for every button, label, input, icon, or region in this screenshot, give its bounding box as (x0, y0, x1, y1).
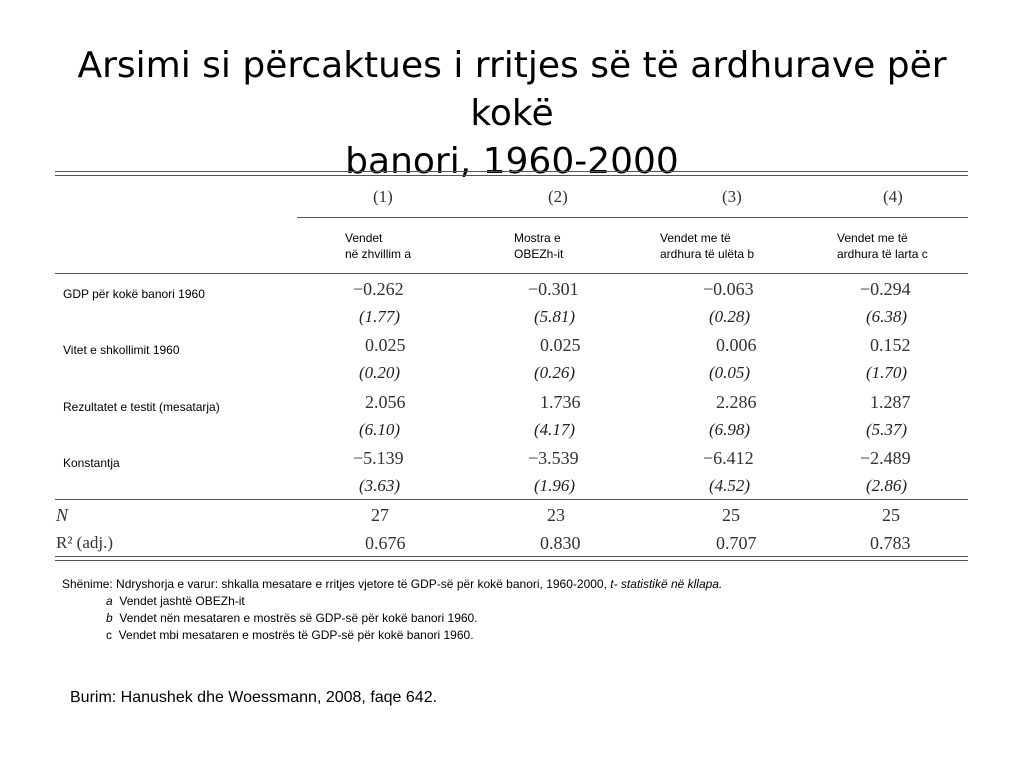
source-citation: Burim: Hanushek dhe Woessmann, 2008, faqe 642. (70, 689, 438, 706)
column-header-4: Vendet me të ardhura të larta c (837, 231, 928, 261)
table-cell-tstat: (0.26) (534, 363, 576, 382)
table-cell: −0.294 (860, 279, 911, 299)
table-bottom-rule-2 (55, 560, 968, 561)
table-cell: 0.676 (365, 533, 406, 553)
table-cell: −2.489 (860, 448, 911, 468)
table-cell: 1.736 (540, 392, 581, 412)
table-cell-tstat: (2.86) (866, 476, 908, 495)
column-number-1: (1) (373, 187, 393, 206)
row-label-r-squared: R² (adj.) (56, 533, 114, 552)
row-label-test-scores: Rezultatet e testit (mesatarja) (63, 400, 220, 414)
row-label-n: N (56, 505, 69, 525)
table-cell-tstat: (4.17) (534, 420, 576, 439)
table-cell-tstat: (6.98) (709, 420, 751, 439)
table-cell-tstat: (0.28) (709, 307, 751, 326)
table-cell: 0.025 (540, 335, 581, 355)
table-cell: −0.063 (703, 279, 754, 299)
row-label-constant: Konstantja (63, 456, 120, 470)
column-number-3: (3) (722, 187, 742, 206)
table-bottom-rule-1 (55, 556, 968, 557)
table-cell-tstat: (1.96) (534, 476, 576, 495)
table-cell: 25 (722, 505, 740, 525)
table-top-rule-2 (55, 175, 968, 176)
table-cell-tstat: (5.81) (534, 307, 576, 326)
column-number-2: (2) (548, 187, 568, 206)
body-bottom-rule (55, 499, 968, 500)
table-cell: −5.139 (353, 448, 404, 468)
column-header-1: Vendet në zhvillim a (345, 231, 412, 261)
table-cell-tstat: (5.37) (866, 420, 908, 439)
table-cell: 2.056 (365, 392, 406, 412)
table-cell-tstat: (0.20) (359, 363, 401, 382)
row-label-gdp-1960: GDP për kokë banori 1960 (63, 287, 205, 301)
table-cell: −0.301 (528, 279, 579, 299)
table-cell: 25 (882, 505, 900, 525)
table-cell-tstat: (0.05) (709, 363, 751, 382)
table-cell: 0.025 (365, 335, 406, 355)
table-cell-tstat: (3.63) (359, 476, 401, 495)
column-number-rule (297, 217, 968, 218)
table-cell-tstat: (1.77) (359, 307, 401, 326)
slide-title-line2: banori, 1960-2000 (345, 141, 679, 182)
table-cell-tstat: (6.10) (359, 420, 401, 439)
notes-main: Shënime: Ndryshorja e varur: shkalla mesatare e rritjes vjetore të GDP-së për kokë banori, 1960-2000, t- statistikë në kllapa. (62, 577, 723, 591)
table-cell: −3.539 (528, 448, 579, 468)
note-c: c Vendet mbi mesataren e mostrës të GDP-së për kokë banori 1960. (106, 628, 474, 642)
note-a: a Vendet jashtë OBEZh-it (106, 594, 245, 608)
table-cell-tstat: (1.70) (866, 363, 908, 382)
table-cell: 0.152 (870, 335, 911, 355)
table-top-rule-1 (55, 171, 968, 172)
table-cell-tstat: (4.52) (709, 476, 751, 495)
table-cell: 0.830 (540, 533, 581, 553)
column-number-4: (4) (883, 187, 903, 206)
table-cell-tstat: (6.38) (866, 307, 908, 326)
column-header-2: Mostra e OBEZh-it (514, 231, 564, 261)
table-cell: −6.412 (703, 448, 754, 468)
header-bottom-rule (55, 273, 968, 274)
table-cell: −0.262 (353, 279, 404, 299)
table-cell: 2.286 (716, 392, 757, 412)
table-cell: 0.006 (716, 335, 757, 355)
slide-title-line1: Arsimi si përcaktues i rritjes së të ardhurave për kokë (77, 45, 947, 134)
column-header-3: Vendet me të ardhura të ulëta b (660, 231, 755, 261)
row-label-schooling-1960: Vitet e shkollimit 1960 (63, 343, 180, 357)
table-cell: 0.783 (870, 533, 911, 553)
table-cell: 27 (371, 505, 389, 525)
note-b: b Vendet nën mesataren e mostrës së GDP-së për kokë banori 1960. (106, 611, 478, 625)
table-cell: 0.707 (716, 533, 757, 553)
table-cell: 23 (547, 505, 565, 525)
slide-title (40, 42, 984, 186)
table-cell: 1.287 (870, 392, 911, 412)
